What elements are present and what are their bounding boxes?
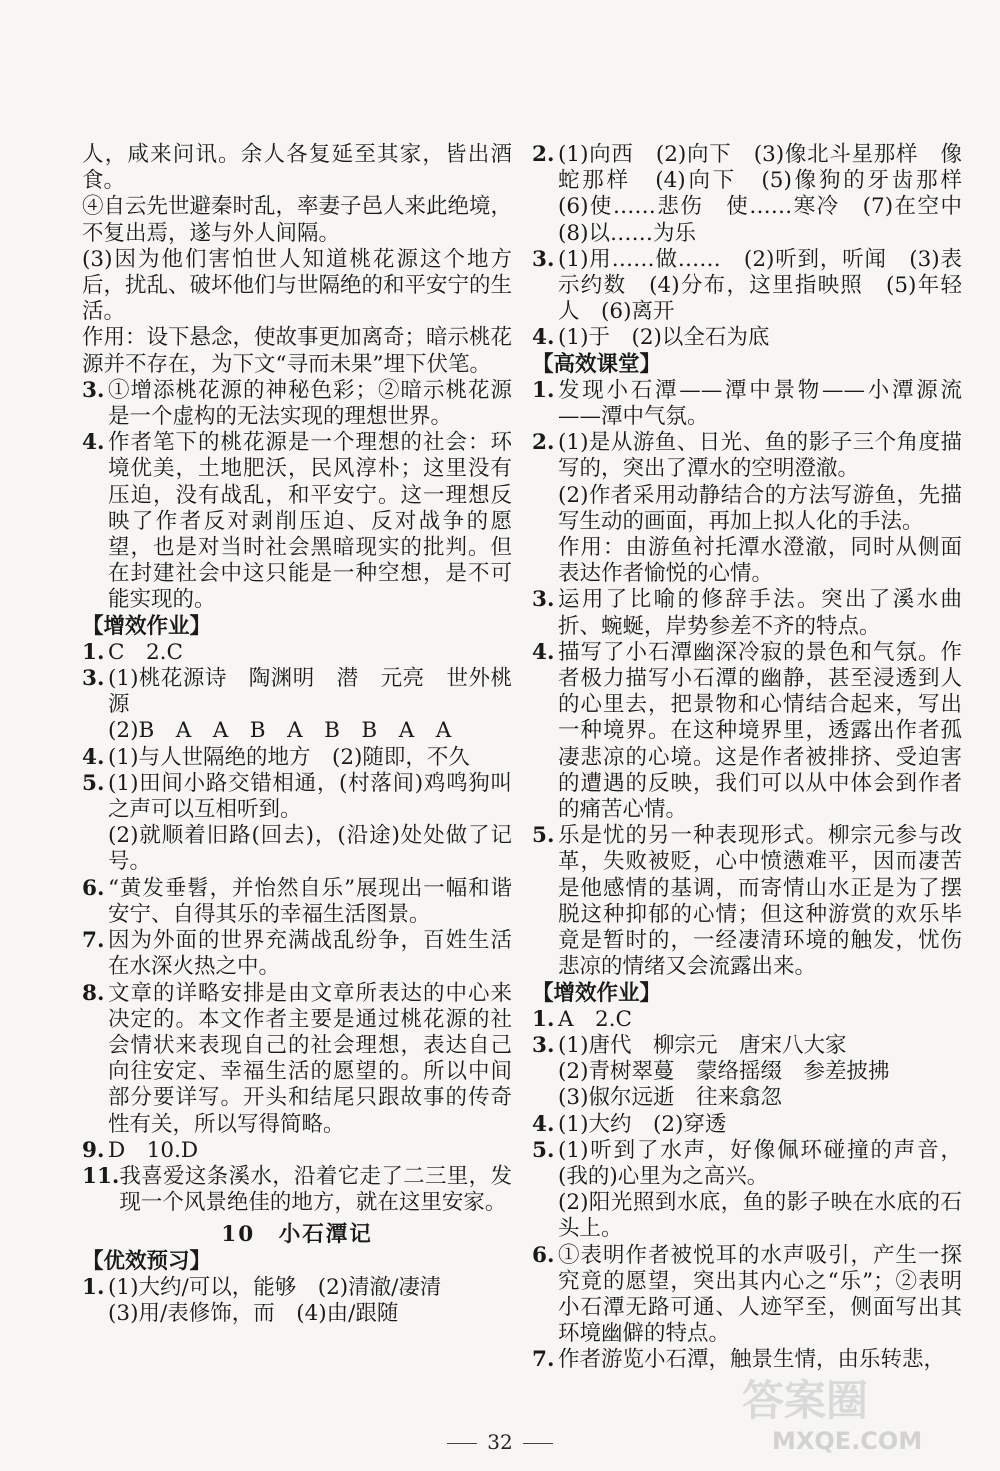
item-number: 3. xyxy=(82,666,105,692)
item-number: 8. xyxy=(82,980,105,1006)
item-text: (1)大约 (2)穿透 xyxy=(558,1111,727,1137)
indented-line: 作用：由游鱼衬托潭水澄澈，同时从侧面表达作者愉悦的心情。 xyxy=(558,535,962,587)
item-text: (1)向西 (2)向下 (3)像北斗星那样 像蛇那样 (4)向下 (5)像狗的牙齿那样 (6)使……悲伤 使……寒冷 (7)在空中 (8)以……为乐 xyxy=(558,142,984,246)
item-text: 文章的详略安排是由文章所表达的中心来决定的。本文作者主要是通过桃花源的社会情状来表现自己的社会理想，表达自己向往安定、幸福生活的愿望的。所以中间部分要详写。开头和结尾只跟故事的传奇性有关，所以写得简略。 xyxy=(108,980,512,1137)
item-text: ①表明作者被悦耳的水声吸引，产生一探究竟的愿望，突出其内心之“乐”；②表明小石潭无路可通、人迹罕至，侧面写出其环境幽僻的特点。 xyxy=(558,1242,962,1347)
paragraph: 人，咸来问讯。余人各复延至其家，皆出酒食。 xyxy=(82,142,512,194)
section-header: 【增效作业】 xyxy=(82,613,212,639)
indented-line: (2)阳光照到水底，鱼的影子映在水底的石头上。 xyxy=(558,1190,962,1242)
watermark-site-text: MXQE.COM xyxy=(772,1427,923,1455)
page-number: 32 xyxy=(487,1430,513,1454)
indented-line: (2)B A A B A B B A A xyxy=(108,718,452,744)
item-number: 4. xyxy=(532,325,555,351)
watermark-logo xyxy=(732,1367,982,1457)
section-header: 【增效作业】 xyxy=(532,980,662,1006)
indented-line: (3)俶尔远逝 往来翕忽 xyxy=(558,1085,782,1111)
item-number: 4. xyxy=(82,430,105,456)
answer-item xyxy=(532,640,962,823)
item-text: (1)大约/可以，能够 (2)清澈/凄清 xyxy=(108,1274,442,1300)
item-number: 2. xyxy=(532,142,555,167)
item-number: 5. xyxy=(82,770,105,796)
item-text: (1)是从游鱼、日光、鱼的影子三个角度描写的，突出了潭水的空明澄澈。 xyxy=(558,430,962,482)
answer-item xyxy=(532,587,962,639)
item-text: (1)与人世隔绝的地方 (2)随即，不久 xyxy=(108,744,470,770)
answer-item xyxy=(82,876,512,928)
answer-item xyxy=(532,823,962,980)
item-text: 作者笔下的桃花源是一个理想的社会：环境优美，土地肥沃，民风淳朴；这里没有压迫，没有战乱，和平安宁。这一理想反映了作者反对剥削压迫、反对战争的愿望，也是对当时社会黑暗现实的批判。但在封建社会中这只能是一种空想，是不可能实现的。 xyxy=(108,430,512,613)
answer-item xyxy=(532,1007,962,1033)
answer-item xyxy=(82,430,512,613)
item-number: 1. xyxy=(532,377,555,403)
item-text: (1)用……做…… (2)听到，听闻 (3)表示约数 (4)分布，这里指映照 (5)年轻人 (6)离开 xyxy=(558,246,962,325)
item-text: (1)听到了水声，好像佩环碰撞的声音，(我的)心里为之高兴。 xyxy=(558,1137,962,1189)
item-number: 5. xyxy=(532,823,555,849)
paragraph: 作用：设下悬念，使故事更加离奇；暗示桃花源并不存在，为下文“寻而未果”埋下伏笔。 xyxy=(82,325,513,377)
left-column xyxy=(82,142,512,1327)
answer-item xyxy=(532,247,962,326)
item-text: (1)桃花源诗 陶渊明 潜 元亮 世外桃源 xyxy=(108,666,512,718)
answer-item xyxy=(532,1112,962,1138)
answer-item xyxy=(82,771,512,823)
item-number: 3. xyxy=(532,587,555,613)
item-number: 3. xyxy=(532,1032,555,1058)
answer-item xyxy=(82,1275,512,1301)
item-number: 6. xyxy=(532,1242,555,1268)
section-header: 【优效预习】 xyxy=(82,1248,212,1274)
answer-item xyxy=(532,1243,962,1348)
item-text: A 2.C xyxy=(558,1006,632,1032)
indented-line: (2)青树翠蔓 蒙络摇缀 参差披拂 xyxy=(558,1059,890,1085)
right-column xyxy=(532,142,984,1374)
item-number: 2. xyxy=(532,430,555,456)
answer-item xyxy=(82,745,512,771)
paragraph: ④自云先世避秦时乱，率妻子邑人来此绝境，不复出焉，遂与外人间隔。 xyxy=(82,194,513,246)
item-number: 1. xyxy=(82,1274,105,1300)
item-text: 乐是忧的另一种表现形式。柳宗元参与改革，失败被贬，心中愤懑难平，因而凄苦是他感情的基调，而寄情山水正是为了摆脱这种抑郁的心情；但这种游赏的欢乐毕竟是暂时的，一经凄清环境的触发，忧伤悲凉的情绪又会流露出来。 xyxy=(558,823,962,980)
watermark-logo-text: 答案圈 xyxy=(742,1376,869,1425)
item-text: “黄发垂髫，并怡然自乐”展现出一幅和谐安宁、自得其乐的幸福生活图景。 xyxy=(108,875,512,927)
answer-item xyxy=(82,1138,512,1164)
item-text: C 2.C xyxy=(108,639,183,665)
item-number: 7. xyxy=(532,1347,555,1373)
answer-item xyxy=(82,981,512,1138)
indented-line: (3)用/表修饰，而 (4)由/跟随 xyxy=(108,1300,399,1326)
item-text: (1)唐代 柳宗元 唐宋八大家 xyxy=(558,1032,847,1058)
item-text: ①增添桃花源的神秘色彩；②暗示桃花源是一个虚构的无法实现的理想世界。 xyxy=(108,377,512,430)
answer-item xyxy=(532,1138,962,1190)
answer-item xyxy=(82,640,512,666)
item-number: 9. xyxy=(82,1137,105,1163)
item-number: 11. xyxy=(82,1163,120,1189)
answer-item xyxy=(82,928,512,980)
footer-dash-right xyxy=(523,1443,553,1444)
answer-item xyxy=(532,430,962,482)
item-text: (1)田间小路交错相通，(村落间)鸡鸣狗叫之声可以互相听到。 xyxy=(108,770,512,823)
answer-item xyxy=(82,378,512,430)
item-text: D 10.D xyxy=(108,1137,199,1163)
item-text: 作者游览小石潭，触景生情，由乐转悲， xyxy=(558,1347,946,1373)
section-header: 【高效课堂】 xyxy=(532,351,662,377)
item-text: 描写了小石潭幽深冷寂的景色和气氛。作者极力描写小石潭的幽静，甚至浸透到人的心里去，把景物和心情结合起来，写出一种境界。在这种境界里，透露出作者孤凄悲凉的心境。这是作者被排挤、受迫害的遭遇的反映，我们可以从中体会到作者的痛苦心情。 xyxy=(558,639,962,823)
item-number: 3. xyxy=(82,377,105,403)
item-text: 因为外面的世界充满战乱纷争，百姓生活在水深火热之中。 xyxy=(108,928,512,980)
answer-item xyxy=(532,325,962,351)
lesson-title: 10 小石潭记 xyxy=(221,1222,373,1248)
item-number: 1. xyxy=(82,639,105,665)
item-number: 6. xyxy=(82,875,105,901)
item-text: 我喜爱这条溪水，沿着它走了二三里，发现一个风景绝佳的地方，就在这里安家。 xyxy=(119,1163,512,1216)
item-text: 运用了比喻的修辞手法。突出了溪水曲折、蜿蜒，岸势参差不齐的特点。 xyxy=(558,587,962,639)
item-number: 4. xyxy=(82,744,105,770)
answer-item xyxy=(82,666,512,718)
item-number: 4. xyxy=(532,639,555,665)
paragraph: (3)因为他们害怕世人知道桃花源这个地方后，扰乱、破坏他们与世隔绝的和平安宁的生活。 xyxy=(82,246,513,325)
answer-item xyxy=(82,1164,512,1216)
item-text: 发现小石潭——潭中景物——小潭源流——潭中气氛。 xyxy=(558,377,962,430)
item-number: 3. xyxy=(532,246,555,272)
footer-dash-left xyxy=(447,1443,477,1444)
answer-item xyxy=(532,378,962,430)
answer-item xyxy=(532,1033,962,1059)
item-number: 7. xyxy=(82,928,105,954)
indented-line: (2)就顺着旧路(回去)，(沿途)处处做了记号。 xyxy=(108,823,512,875)
indented-line: (2)作者采用动静结合的方法写游鱼，先描写生动的画面，再加上拟人化的手法。 xyxy=(558,482,962,534)
item-number: 5. xyxy=(532,1137,555,1163)
item-number: 4. xyxy=(532,1111,555,1137)
answer-item xyxy=(532,142,984,247)
item-number: 1. xyxy=(532,1006,555,1032)
item-text: (1)于 (2)以全石为底 xyxy=(558,325,770,351)
